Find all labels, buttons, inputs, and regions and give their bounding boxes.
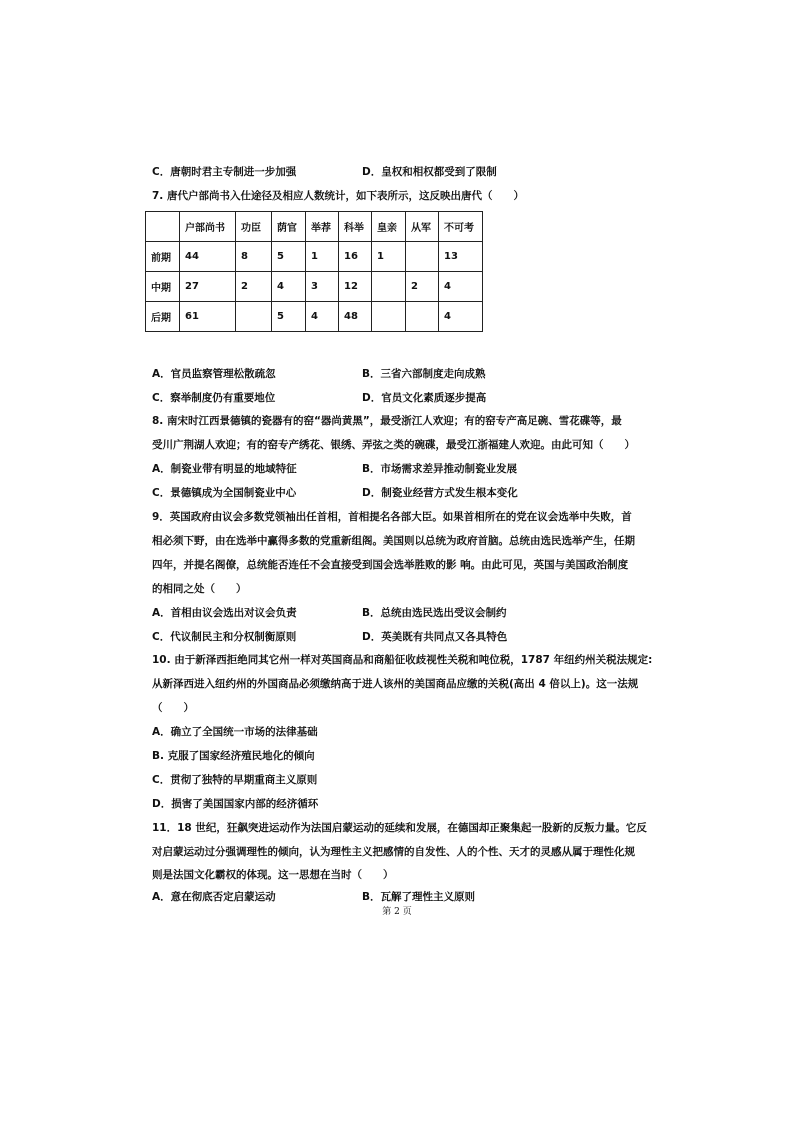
q8-option-a: A．制瓷业带有明显的地域特征 <box>152 463 297 475</box>
q9-stem-line: 四年，并提名阁僚，总统能否连任不会直接受到国会选举胜败的影 响。由此可见，英国与美国政治制度 <box>152 559 629 571</box>
table-cell <box>406 302 439 332</box>
table-cell: 1 <box>372 242 406 272</box>
q8-option-b: B．市场需求差异推动制瓷业发展 <box>362 463 518 475</box>
table-cell: 13 <box>439 242 483 272</box>
q10-option-a: A．确立了全国统一市场的法律基础 <box>152 726 318 738</box>
q11-stem-line: 11．18 世纪，狂飙突进运动作为法国启蒙运动的延续和发展，在德国却正聚集起一股新的反叛力量。它反 <box>152 822 647 834</box>
q6-option-d: D．皇权和相权都受到了限制 <box>362 166 497 178</box>
q11-option-b: B．瓦解了理性主义原则 <box>362 891 476 903</box>
table-cell: 4 <box>439 272 483 302</box>
q7-table <box>145 211 483 332</box>
q9-stem-line: 相必须下野，由在选举中赢得多数的党重新组阁。美国则以总统为政府首脑。总统由选民选举产生，任期 <box>152 535 635 547</box>
table-cell: 27 <box>180 272 236 302</box>
table-cell: 61 <box>180 302 236 332</box>
table-header-row <box>146 212 483 242</box>
table-row <box>146 302 483 332</box>
table-row <box>146 242 483 272</box>
q8-stem-line: 8. 南宋时江西景德镇的瓷器有的窑“器尚黄黑”，最受浙江人欢迎；有的窑专产高足碗、雪花碟等，最 <box>152 415 622 427</box>
table-cell: 4 <box>439 302 483 332</box>
table-cell: 户部尚书 <box>180 212 236 242</box>
q9-option-a: A．首相由议会选出对议会负责 <box>152 607 297 619</box>
q9-option-b: B．总统由选民选出受议会制约 <box>362 607 507 619</box>
table-cell: 48 <box>339 302 372 332</box>
table-cell: 从军 <box>406 212 439 242</box>
table-cell <box>146 212 180 242</box>
table-cell <box>372 302 406 332</box>
q8-stem-line: 受川广荆湖人欢迎；有的窑专产绣花、银绣、弄弦之类的碗碟，最受江浙福建人欢迎。由此可知（ ） <box>152 439 635 451</box>
table-cell: 前期 <box>146 242 180 272</box>
table-cell: 后期 <box>146 302 180 332</box>
q9-stem-line: 的相同之处（ ） <box>152 583 247 595</box>
table-cell <box>236 302 272 332</box>
q8-option-c: C．景德镇成为全国制瓷业中心 <box>152 487 297 499</box>
table-cell: 16 <box>339 242 372 272</box>
q11-option-a: A．意在彻底否定启蒙运动 <box>152 891 276 903</box>
table-cell: 皇亲 <box>372 212 406 242</box>
q8-option-d: D．制瓷业经营方式发生根本变化 <box>362 487 518 499</box>
q7-stem: 7. 唐代户部尚书入仕途径及相应人数统计，如下表所示，这反映出唐代（ ） <box>152 190 524 202</box>
table-cell: 2 <box>406 272 439 302</box>
table-cell <box>406 242 439 272</box>
q11-stem-line: 则是法国文化霸权的体现。这一思想在当时（ ） <box>152 869 394 881</box>
q7-option-c: C．察举制度仍有重要地位 <box>152 392 276 404</box>
table-cell: 4 <box>306 302 339 332</box>
table-cell: 不可考 <box>439 212 483 242</box>
table-cell: 4 <box>272 272 306 302</box>
q6-option-c: C．唐朝时君主专制进一步加强 <box>152 166 297 178</box>
table-row <box>146 272 483 302</box>
table-cell: 12 <box>339 272 372 302</box>
q10-stem-line: 从新泽西进入纽约州的外国商品必须缴纳高于进人该州的美国商品应缴的关税(高出 4 倍以上)。这一法规 <box>152 678 639 690</box>
q9-option-c: C．代议制民主和分权制衡原则 <box>152 631 297 643</box>
table-cell: 44 <box>180 242 236 272</box>
table-cell: 荫官 <box>272 212 306 242</box>
table-cell: 8 <box>236 242 272 272</box>
q10-stem-line: 10. 由于新泽西拒绝同其它州一样对英国商品和商船征收歧视性关税和吨位税，1787 年纽约州关税法规定: <box>152 654 653 666</box>
table-cell: 举荐 <box>306 212 339 242</box>
table-cell: 5 <box>272 242 306 272</box>
q10-option-d: D．损害了美国国家内部的经济循环 <box>152 798 319 810</box>
table-cell: 功臣 <box>236 212 272 242</box>
table-cell <box>372 272 406 302</box>
q10-stem-line: （ ） <box>152 702 194 714</box>
q10-option-b: B. 克服了国家经济殖民地化的倾向 <box>152 750 315 762</box>
page-number: 第 2 页 <box>382 907 412 917</box>
q7-option-b: B．三省六部制度走向成熟 <box>362 368 486 380</box>
q11-stem-line: 对启蒙运动过分强调理性的倾向，认为理性主义把感情的自发性、人的个性、天才的灵感从属于理性化规 <box>152 846 635 858</box>
q9-option-d: D．英美既有共同点又各具特色 <box>362 631 508 643</box>
q7-option-a: A．官员监察管理松散疏忽 <box>152 368 276 380</box>
table-cell: 中期 <box>146 272 180 302</box>
table-cell: 科举 <box>339 212 372 242</box>
table-cell: 1 <box>306 242 339 272</box>
q10-option-c: C．贯彻了独特的早期重商主义原则 <box>152 774 318 786</box>
q7-option-d: D．官员文化素质逐步提高 <box>362 392 487 404</box>
q9-stem-line: 9．英国政府由议会多数党领袖出任首相，首相提名各部大臣。如果首相所在的党在议会选举中失败，首 <box>152 511 632 523</box>
table-cell: 3 <box>306 272 339 302</box>
table-cell: 5 <box>272 302 306 332</box>
table-cell: 2 <box>236 272 272 302</box>
